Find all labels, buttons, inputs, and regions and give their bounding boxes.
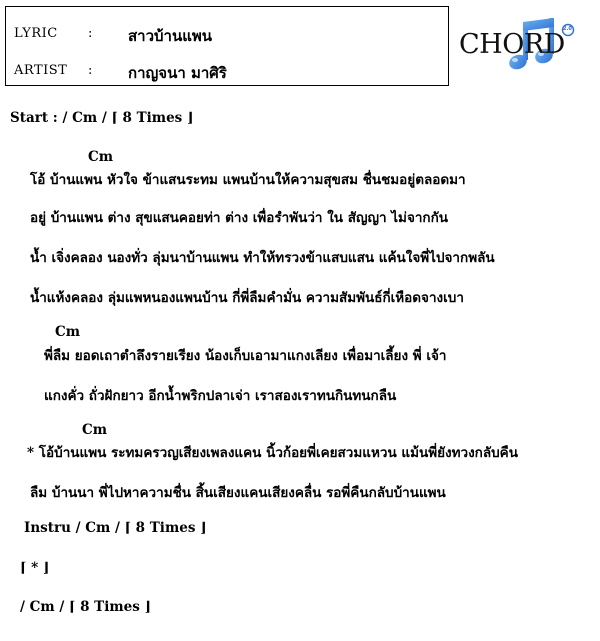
verse2-line-2: แกงคั่ว ถั่วฝักยาว อีกน้ำพริกปลาเจ่า เราสองเราทนกินทนกลืน: [44, 388, 397, 404]
verse1-line-1: โอ้ บ้านแพน หัวใจ ข้าแสนระทม แพนบ้านให้ความสุขสม ชื่นชมอยู่ตลอดมา: [30, 172, 466, 188]
verse2-chord: Cm: [55, 324, 81, 340]
song-header-box: [5, 6, 449, 86]
instru-line: Instru / Cm / ⌈ 8 Times ⌋: [24, 520, 207, 536]
artist-label: ARTIST: [14, 63, 68, 78]
logo-badge: 2.0: [563, 26, 572, 32]
chord-logo[interactable]: [457, 18, 582, 78]
chorus-line-2: ลืม บ้านนา พี่ไปหาความชื่น สิ้นเสียงแคนเสียงคลื่น รอพี่คืนกลับบ้านแพน: [30, 485, 446, 501]
ending-line: / Cm / ⌈ 8 Times ⌋: [20, 599, 151, 615]
chorus-line-1: * โอ้บ้านแพน ระทมครวญเสียงเพลงแคน นิ้วก้อยพี่เคยสวมแหวน แม้นพี่ยังทวงกลับคืน: [27, 445, 518, 461]
verse2-line-1: พี่ลืม ยอดเถาตำลึงรายเรียง น้องเก็บเอามาแกงเลียง เพื่อมาเลี้ยง พี่ เจ้า: [44, 348, 447, 364]
verse1-line-3: น้ำ เจิ่งคลอง นองทั่ว ลุ่มนาบ้านแพน ทำให้ทรวงข้าแสบแสน แค้นใจพี่ไปจากพลัน: [30, 250, 495, 266]
song-title: สาวบ้านแพน: [128, 27, 213, 45]
artist-name: กาญจนา มาศิริ: [128, 64, 227, 82]
chorus-chord: Cm: [82, 422, 108, 438]
verse1-line-4: น้ำแห้งคลอง ลุ่มแพหนองแพนบ้าน กี่พี่ลืมคำมั่น ความสัมพันธ์กี่เหือดจางเบา: [30, 290, 464, 306]
artist-separator: :: [88, 63, 93, 78]
repeat-marker: ⌈ * ⌋: [20, 560, 50, 576]
lyric-label: LYRIC: [14, 26, 58, 41]
verse1-line-2: อยู่ บ้านแพน ต่าง สุขแสนคอยท่า ต่าง เพื่อรำพันว่า ใน สัญญา ไม่จากกัน: [30, 210, 449, 226]
lyric-separator: :: [88, 26, 93, 41]
logo-wordmark: CHORD: [459, 29, 565, 60]
verse1-chord: Cm: [88, 149, 114, 165]
intro-line: Start : / Cm / ⌈ 8 Times ⌋: [10, 110, 194, 126]
